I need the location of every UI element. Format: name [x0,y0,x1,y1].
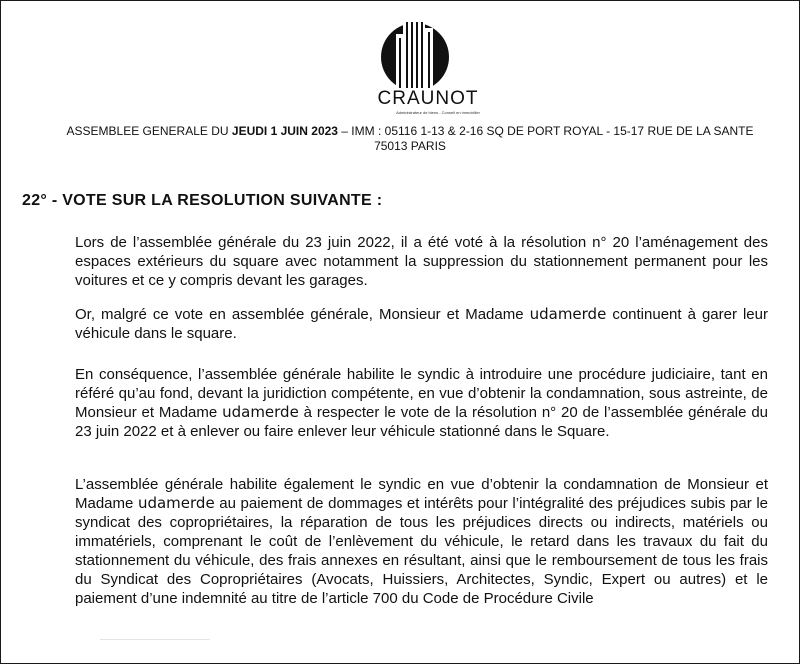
meeting-header [50,124,770,154]
paragraph-4-end: au paiement de dommages et intérêts pour l’intégralité des préjudices subis par le syndicat des copropriétaires, la réparation de tous les préjudices directs ou indirects, matériels ou immatériels, comprenant le coût de l’enlèvement du véhicule, le retard dans les travaux du fait du stationnement du véhicule, des frais annexes en résultant, ainsi que le remboursement de tous les frais du Syndicat des Copropriétaires (Avocats, Huissiers, Architectes, Syndic, Expert ou autres) et le paiement d’une indemnité au titre de l’article 700 du Code de Procédure Civile [75,495,768,607]
owner-name: udamerde [529,305,607,323]
owner-name: udamerde [222,403,299,421]
paragraph-4 [75,475,768,608]
owner-name: udamerde [137,494,215,512]
header-date: JEUDI 1 JUIN 2023 [231,124,338,138]
brand-name: CRAUNOT [377,88,479,109]
paragraph-3 [75,365,768,441]
header-city: 75013 PARIS [374,139,446,153]
header-address: – IMM : 05116 1-13 & 2-16 SQ DE PORT ROYAL - 15-17 RUE DE LA SANTE [337,124,754,138]
paragraph-2-start: Or, malgré ce vote en assemblée générale, Monsieur et Madame [75,306,530,323]
paragraph-3-end: à respecter le vote de la résolution n° 20 de l’assemblée générale du 23 juin 2022 et à enlever ou faire enlever leur véhicule stationné dans le Square. [75,404,768,440]
paragraph-2-end: continuent à garer leur véhicule dans le square. [75,306,768,342]
paragraph-1: Lors de l’assemblée générale du 23 juin 2022, il a été voté à la résolution n° 20 l’aménagement des espaces extérieurs du square avec notamment la suppression du stationnement permanent pour les voitures et ce y compris devant les garages. [75,234,768,289]
header-prefix: ASSEMBLEE GENERALE DU [66,124,232,138]
bleed-through-mark [100,625,210,640]
paragraph-2 [75,305,768,343]
paragraph-4-start: L’assemblée générale habilite également le syndic en vue d’obtenir la condamnation de Monsieur et Madame [75,476,768,512]
brand-tagline: Administrateur de biens - Conseil en immobilier [396,110,480,115]
resolution-heading: 22° - VOTE SUR LA RESOLUTION SUIVANTE : [22,192,383,209]
paragraph-3-start: En conséquence, l’assemblée générale habilite le syndic à introduire une procédure judiciaire, tant en référé qu’au fond, devant la juridiction compétente, en vue d’obtenir la condamnation, sous astreinte, de Monsieur et Madame [75,366,768,421]
